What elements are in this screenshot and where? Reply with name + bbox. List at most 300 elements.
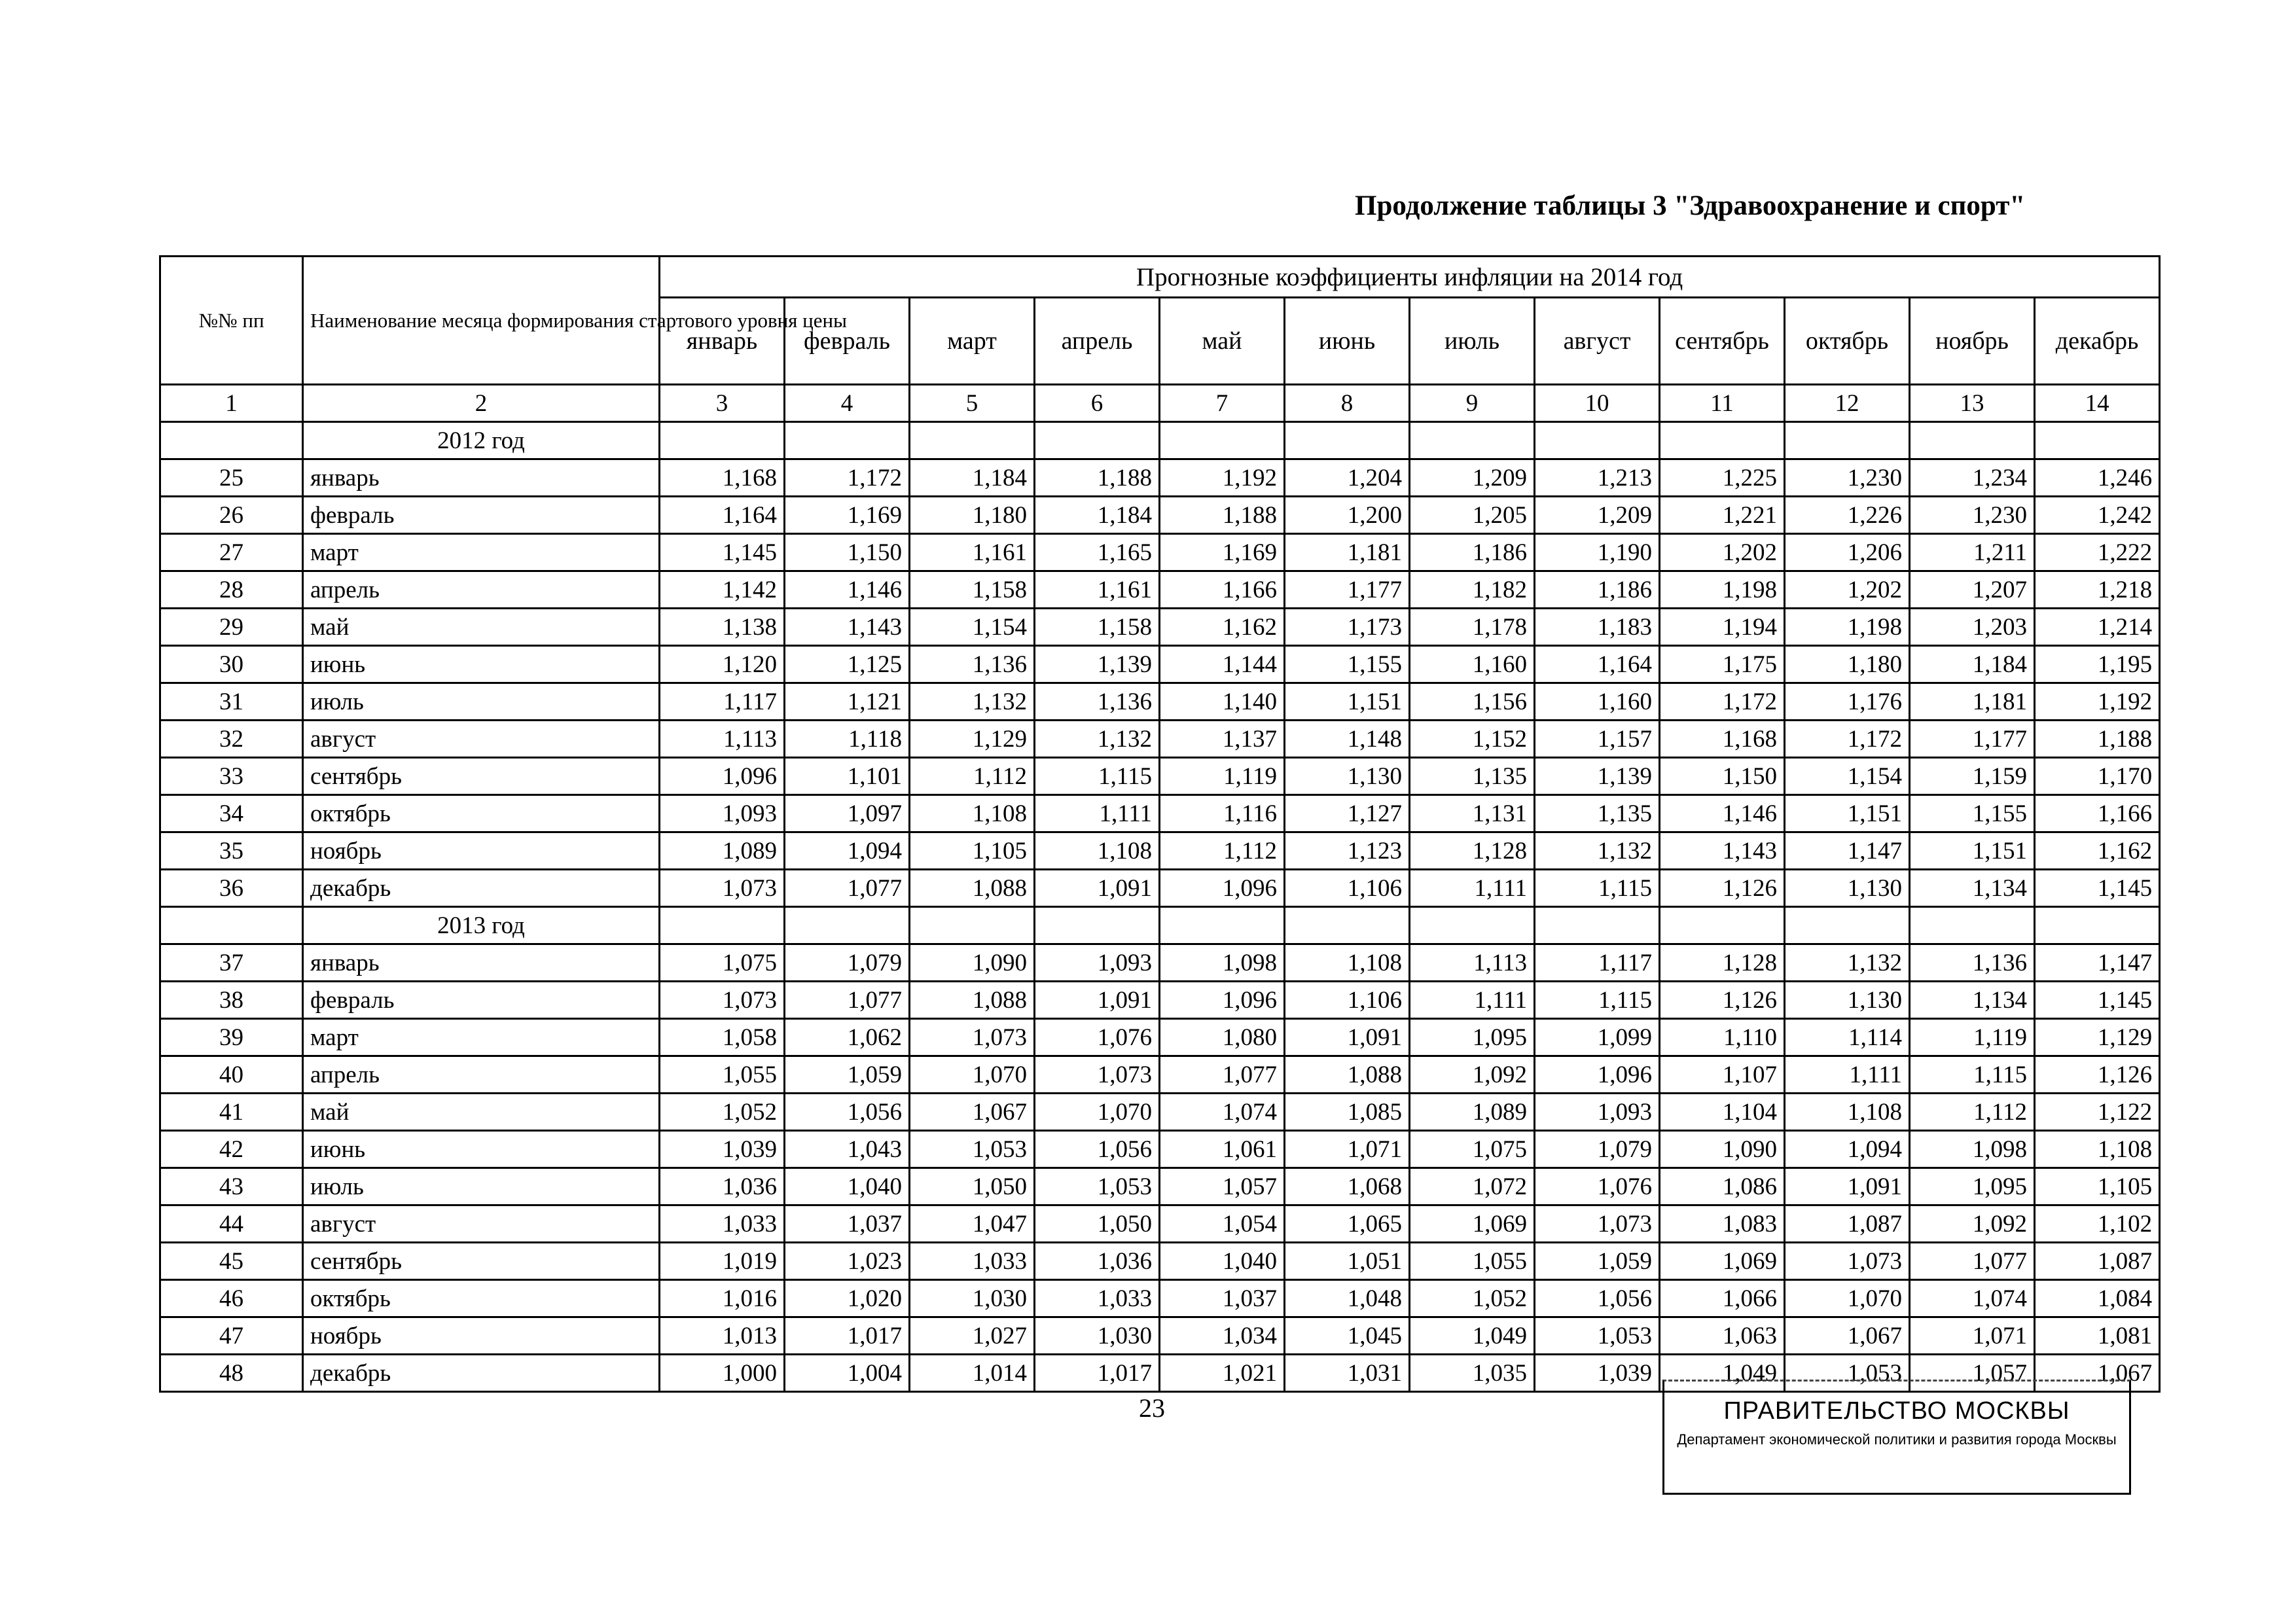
column-number-cell: 2: [303, 385, 660, 422]
row-month-name: сентябрь: [303, 758, 660, 795]
coefficient-cell: 1,052: [660, 1094, 785, 1131]
row-number: 33: [160, 758, 303, 795]
coefficient-cell: 1,147: [1785, 832, 1910, 870]
coefficient-cell: 1,143: [1660, 832, 1785, 870]
col-header-no: №№ пп: [160, 257, 303, 385]
coefficient-cell: 1,039: [1535, 1355, 1660, 1392]
coefficient-cell: 1,115: [1535, 870, 1660, 907]
coefficient-cell: 1,108: [1785, 1094, 1910, 1131]
coefficient-cell: 1,234: [1910, 459, 2035, 497]
coefficient-cell: 1,091: [1285, 1019, 1410, 1056]
row-month-name: март: [303, 1019, 660, 1056]
coefficient-cell: 1,146: [1660, 795, 1785, 832]
table-row: [160, 1205, 2160, 1243]
coefficient-cell: 1,136: [910, 646, 1035, 683]
coefficient-cell: 1,107: [1660, 1056, 1785, 1094]
coefficient-cell: 1,088: [910, 982, 1035, 1019]
coefficient-cell: 1,033: [660, 1205, 785, 1243]
row-month-name: август: [303, 1205, 660, 1243]
coefficient-cell: 1,073: [1035, 1056, 1160, 1094]
row-number: 26: [160, 497, 303, 534]
month-header-cell: октябрь: [1785, 298, 1910, 385]
coefficient-cell: 1,183: [1535, 609, 1660, 646]
coefficient-cell: 1,134: [1910, 982, 2035, 1019]
coefficient-cell: 1,209: [1535, 497, 1660, 534]
row-month-name: март: [303, 534, 660, 571]
row-number: 41: [160, 1094, 303, 1131]
coefficient-cell: 1,160: [1410, 646, 1535, 683]
coefficient-cell: 1,123: [1285, 832, 1410, 870]
coefficient-cell: 1,209: [1410, 459, 1535, 497]
row-month-name: июль: [303, 683, 660, 721]
coefficient-cell: 1,166: [2035, 795, 2160, 832]
coefficient-cell: 1,033: [1035, 1280, 1160, 1317]
coefficient-cell: 1,092: [1410, 1056, 1535, 1094]
coefficient-cell: 1,190: [1535, 534, 1660, 571]
coefficient-cell: 1,130: [1785, 982, 1910, 1019]
coefficient-cell: 1,184: [910, 459, 1035, 497]
table-row: [160, 1019, 2160, 1056]
coefficient-cell: 1,092: [1910, 1205, 2035, 1243]
coefficient-cell: 1,202: [1660, 534, 1785, 571]
table-row: [160, 1168, 2160, 1205]
coefficient-cell: 1,047: [910, 1205, 1035, 1243]
coefficient-cell: 1,096: [1160, 982, 1285, 1019]
coefficient-cell: 1,198: [1660, 571, 1785, 609]
row-number: 46: [160, 1280, 303, 1317]
coefficient-cell: 1,097: [785, 795, 910, 832]
coefficient-cell: 1,151: [1785, 795, 1910, 832]
row-month-name: апрель: [303, 571, 660, 609]
year-row-blank: [1160, 907, 1285, 944]
col-header-month-name: Наименование месяца формирования стартового уровня цены: [303, 257, 660, 385]
coefficient-cell: 1,056: [1535, 1280, 1660, 1317]
coefficient-cell: 1,180: [1785, 646, 1910, 683]
year-row-blank: [1660, 907, 1785, 944]
coefficient-cell: 1,067: [2035, 1355, 2160, 1392]
coefficient-cell: 1,214: [2035, 609, 2160, 646]
coefficient-cell: 1,075: [1410, 1131, 1535, 1168]
coefficient-cell: 1,160: [1535, 683, 1660, 721]
coefficient-cell: 1,119: [1910, 1019, 2035, 1056]
coefficient-cell: 1,101: [785, 758, 910, 795]
coefficient-cell: 1,070: [1035, 1094, 1160, 1131]
coefficient-cell: 1,054: [1160, 1205, 1285, 1243]
year-row-blank: [1410, 422, 1535, 459]
coefficient-cell: 1,000: [660, 1355, 785, 1392]
coefficient-cell: 1,166: [1160, 571, 1285, 609]
coefficient-cell: 1,055: [1410, 1243, 1535, 1280]
coefficient-cell: 1,182: [1410, 571, 1535, 609]
coefficient-cell: 1,070: [910, 1056, 1035, 1094]
page-number: 23: [1139, 1393, 1165, 1423]
coefficient-cell: 1,184: [1035, 497, 1160, 534]
column-numbers-row: [160, 385, 2160, 422]
coefficient-cell: 1,188: [2035, 721, 2160, 758]
year-row-blank: [1410, 907, 1535, 944]
coefficient-cell: 1,222: [2035, 534, 2160, 571]
coefficient-cell: 1,051: [1285, 1243, 1410, 1280]
row-month-name: декабрь: [303, 1355, 660, 1392]
coefficient-cell: 1,147: [2035, 944, 2160, 982]
coefficient-cell: 1,198: [1785, 609, 1910, 646]
coefficient-cell: 1,177: [1285, 571, 1410, 609]
row-month-name: ноябрь: [303, 832, 660, 870]
table-row: [160, 1280, 2160, 1317]
year-row-blank: [160, 907, 303, 944]
coefficient-cell: 1,136: [1035, 683, 1160, 721]
coefficient-cell: 1,077: [785, 870, 910, 907]
coefficient-cell: 1,105: [2035, 1168, 2160, 1205]
coefficient-cell: 1,087: [1785, 1205, 1910, 1243]
table-row: [160, 534, 2160, 571]
coefficient-cell: 1,136: [1910, 944, 2035, 982]
coefficient-cell: 1,056: [785, 1094, 910, 1131]
coefficient-cell: 1,225: [1660, 459, 1785, 497]
coefficient-cell: 1,043: [785, 1131, 910, 1168]
year-label: 2013 год: [303, 907, 660, 944]
table-row: [160, 758, 2160, 795]
coefficient-cell: 1,053: [1035, 1168, 1160, 1205]
coefficient-cell: 1,017: [785, 1317, 910, 1355]
coefficient-cell: 1,204: [1285, 459, 1410, 497]
month-header-cell: апрель: [1035, 298, 1160, 385]
year-row-blank: [910, 907, 1035, 944]
coefficient-cell: 1,165: [1035, 534, 1160, 571]
coefficient-cell: 1,014: [910, 1355, 1035, 1392]
row-number: 37: [160, 944, 303, 982]
coefficient-cell: 1,089: [660, 832, 785, 870]
coefficient-cell: 1,079: [1535, 1131, 1660, 1168]
coefficient-cell: 1,126: [2035, 1056, 2160, 1094]
coefficient-cell: 1,150: [1660, 758, 1785, 795]
coefficient-cell: 1,116: [1160, 795, 1285, 832]
coefficient-cell: 1,202: [1785, 571, 1910, 609]
year-row-blank: [1785, 422, 1910, 459]
coefficient-cell: 1,128: [1410, 832, 1535, 870]
coefficient-cell: 1,168: [1660, 721, 1785, 758]
year-row-blank: [2035, 422, 2160, 459]
coefficient-cell: 1,150: [785, 534, 910, 571]
coefficient-cell: 1,040: [785, 1168, 910, 1205]
coefficient-cell: 1,106: [1285, 982, 1410, 1019]
coefficient-cell: 1,192: [2035, 683, 2160, 721]
coefficient-cell: 1,034: [1160, 1317, 1285, 1355]
coefficient-cell: 1,069: [1660, 1243, 1785, 1280]
row-number: 30: [160, 646, 303, 683]
coefficient-cell: 1,125: [785, 646, 910, 683]
coefficient-cell: 1,045: [1285, 1317, 1410, 1355]
row-number: 34: [160, 795, 303, 832]
coefficient-cell: 1,112: [1160, 832, 1285, 870]
year-row-blank: [910, 422, 1035, 459]
coefficient-cell: 1,036: [1035, 1243, 1160, 1280]
table-row: [160, 1094, 2160, 1131]
year-row-blank: [1535, 422, 1660, 459]
stamp-subtitle: Департамент экономической политики и развития города Москвы: [1677, 1431, 2117, 1448]
coefficient-cell: 1,168: [660, 459, 785, 497]
coefficient-cell: 1,066: [1660, 1280, 1785, 1317]
coefficient-cell: 1,052: [1410, 1280, 1535, 1317]
row-month-name: январь: [303, 944, 660, 982]
coefficient-cell: 1,119: [1160, 758, 1285, 795]
row-month-name: апрель: [303, 1056, 660, 1094]
coefficient-cell: 1,108: [910, 795, 1035, 832]
coefficient-cell: 1,111: [1410, 870, 1535, 907]
coefficient-cell: 1,145: [2035, 870, 2160, 907]
coefficient-cell: 1,218: [2035, 571, 2160, 609]
coefficient-cell: 1,169: [1160, 534, 1285, 571]
coefficient-cell: 1,058: [660, 1019, 785, 1056]
row-number: 39: [160, 1019, 303, 1056]
coefficient-cell: 1,180: [910, 497, 1035, 534]
coefficient-cell: 1,090: [910, 944, 1035, 982]
row-number: 32: [160, 721, 303, 758]
month-header-cell: декабрь: [2035, 298, 2160, 385]
column-number-cell: 11: [1660, 385, 1785, 422]
coefficient-cell: 1,140: [1160, 683, 1285, 721]
coefficient-cell: 1,139: [1035, 646, 1160, 683]
month-header-cell: июнь: [1285, 298, 1410, 385]
coefficient-cell: 1,205: [1410, 497, 1535, 534]
coefficient-cell: 1,093: [660, 795, 785, 832]
coefficient-cell: 1,134: [1910, 870, 2035, 907]
row-month-name: май: [303, 609, 660, 646]
coefficient-cell: 1,095: [1410, 1019, 1535, 1056]
coefficient-cell: 1,059: [1535, 1243, 1660, 1280]
coefficient-cell: 1,207: [1910, 571, 2035, 609]
coefficient-cell: 1,132: [1535, 832, 1660, 870]
coefficient-cell: 1,148: [1285, 721, 1410, 758]
coefficient-cell: 1,173: [1285, 609, 1410, 646]
coefficient-cell: 1,142: [660, 571, 785, 609]
coefficient-cell: 1,158: [910, 571, 1035, 609]
column-number-cell: 9: [1410, 385, 1535, 422]
year-row-blank: [2035, 907, 2160, 944]
month-header-cell: февраль: [785, 298, 910, 385]
coefficient-cell: 1,246: [2035, 459, 2160, 497]
coefficient-cell: 1,030: [1035, 1317, 1160, 1355]
coefficient-cell: 1,091: [1785, 1168, 1910, 1205]
coefficient-cell: 1,016: [660, 1280, 785, 1317]
table-row: [160, 497, 2160, 534]
column-number-cell: 1: [160, 385, 303, 422]
coefficient-cell: 1,156: [1410, 683, 1535, 721]
year-row-blank: [1285, 422, 1410, 459]
coefficient-cell: 1,112: [910, 758, 1035, 795]
month-header-cell: май: [1160, 298, 1285, 385]
coefficient-cell: 1,037: [785, 1205, 910, 1243]
coefficient-cell: 1,130: [1785, 870, 1910, 907]
table-row: [160, 795, 2160, 832]
coefficient-cell: 1,049: [1410, 1317, 1535, 1355]
coefficient-cell: 1,117: [660, 683, 785, 721]
coefficient-cell: 1,085: [1285, 1094, 1410, 1131]
coefficient-cell: 1,084: [2035, 1280, 2160, 1317]
month-header-cell: март: [910, 298, 1035, 385]
column-number-cell: 13: [1910, 385, 2035, 422]
row-month-name: ноябрь: [303, 1317, 660, 1355]
coefficient-cell: 1,226: [1785, 497, 1910, 534]
table-row: [160, 1056, 2160, 1094]
year-row: [160, 422, 2160, 459]
coefficient-cell: 1,114: [1785, 1019, 1910, 1056]
row-month-name: январь: [303, 459, 660, 497]
coefficient-cell: 1,067: [1785, 1317, 1910, 1355]
coefficient-cell: 1,154: [910, 609, 1035, 646]
row-month-name: май: [303, 1094, 660, 1131]
coefficient-cell: 1,108: [2035, 1131, 2160, 1168]
coefficient-cell: 1,055: [660, 1056, 785, 1094]
coefficient-cell: 1,057: [1910, 1355, 2035, 1392]
coefficient-cell: 1,095: [1910, 1168, 2035, 1205]
coefficient-cell: 1,099: [1535, 1019, 1660, 1056]
coefficient-cell: 1,128: [1660, 944, 1785, 982]
coefficient-cell: 1,132: [1785, 944, 1910, 982]
coefficient-cell: 1,213: [1535, 459, 1660, 497]
coefficient-cell: 1,164: [1535, 646, 1660, 683]
coefficient-cell: 1,088: [910, 870, 1035, 907]
row-month-name: июнь: [303, 646, 660, 683]
coefficient-cell: 1,139: [1535, 758, 1660, 795]
column-number-cell: 12: [1785, 385, 1910, 422]
inflation-table: [159, 255, 2161, 1393]
row-number: 27: [160, 534, 303, 571]
table-header: [160, 257, 2160, 385]
year-row-blank: [1035, 422, 1160, 459]
coefficient-cell: 1,021: [1160, 1355, 1285, 1392]
coefficient-cell: 1,073: [1535, 1205, 1660, 1243]
coefficient-cell: 1,135: [1535, 795, 1660, 832]
coefficient-cell: 1,093: [1035, 944, 1160, 982]
column-number-cell: 8: [1285, 385, 1410, 422]
coefficient-cell: 1,091: [1035, 870, 1160, 907]
coefficient-cell: 1,065: [1285, 1205, 1410, 1243]
coefficient-cell: 1,184: [1910, 646, 2035, 683]
year-row-blank: [1660, 422, 1785, 459]
coefficient-cell: 1,151: [1285, 683, 1410, 721]
coefficient-cell: 1,057: [1160, 1168, 1285, 1205]
coefficient-cell: 1,158: [1035, 609, 1160, 646]
coefficient-cell: 1,067: [910, 1094, 1035, 1131]
table-row: [160, 721, 2160, 758]
coefficient-cell: 1,050: [1035, 1205, 1160, 1243]
row-number: 25: [160, 459, 303, 497]
column-number-cell: 5: [910, 385, 1035, 422]
year-row-blank: [1910, 422, 2035, 459]
row-number: 44: [160, 1205, 303, 1243]
coefficient-cell: 1,145: [2035, 982, 2160, 1019]
coefficient-cell: 1,110: [1660, 1019, 1785, 1056]
coefficient-cell: 1,146: [785, 571, 910, 609]
stamp-title: ПРАВИТЕЛЬСТВО МОСКВЫ: [1723, 1397, 2070, 1425]
coefficient-cell: 1,053: [1785, 1355, 1910, 1392]
table-row: [160, 982, 2160, 1019]
year-row: [160, 907, 2160, 944]
coefficient-cell: 1,059: [785, 1056, 910, 1094]
coefficient-cell: 1,069: [1410, 1205, 1535, 1243]
coefficient-cell: 1,088: [1285, 1056, 1410, 1094]
coefficient-cell: 1,111: [1410, 982, 1535, 1019]
coefficient-cell: 1,130: [1285, 758, 1410, 795]
column-number-cell: 4: [785, 385, 910, 422]
row-number: 36: [160, 870, 303, 907]
coefficient-cell: 1,177: [1910, 721, 2035, 758]
coefficient-cell: 1,230: [1910, 497, 2035, 534]
coefficient-cell: 1,137: [1160, 721, 1285, 758]
coefficient-cell: 1,094: [785, 832, 910, 870]
table-row: [160, 683, 2160, 721]
table-body: [160, 385, 2160, 1392]
year-row-blank: [1910, 907, 2035, 944]
coefficient-cell: 1,230: [1785, 459, 1910, 497]
coefficient-cell: 1,039: [660, 1131, 785, 1168]
coefficient-cell: 1,074: [1910, 1280, 2035, 1317]
table-row: [160, 1243, 2160, 1280]
coefficient-cell: 1,221: [1660, 497, 1785, 534]
coefficient-cell: 1,120: [660, 646, 785, 683]
coefficient-cell: 1,073: [1785, 1243, 1910, 1280]
coefficient-cell: 1,063: [1660, 1317, 1785, 1355]
coefficient-cell: 1,113: [1410, 944, 1535, 982]
column-number-cell: 10: [1535, 385, 1660, 422]
coefficient-cell: 1,105: [910, 832, 1035, 870]
coefficient-cell: 1,053: [910, 1131, 1035, 1168]
row-number: 31: [160, 683, 303, 721]
coefficient-cell: 1,073: [660, 982, 785, 1019]
coefficient-cell: 1,195: [2035, 646, 2160, 683]
coefficient-cell: 1,070: [1785, 1280, 1910, 1317]
year-label: 2012 год: [303, 422, 660, 459]
coefficient-cell: 1,040: [1160, 1243, 1285, 1280]
year-row-blank: [1535, 907, 1660, 944]
coefficient-cell: 1,172: [785, 459, 910, 497]
row-month-name: сентябрь: [303, 1243, 660, 1280]
coefficient-cell: 1,056: [1035, 1131, 1160, 1168]
coefficient-cell: 1,178: [1410, 609, 1535, 646]
coefficient-cell: 1,094: [1785, 1131, 1910, 1168]
month-header-cell: июль: [1410, 298, 1535, 385]
coefficient-cell: 1,132: [1035, 721, 1160, 758]
coefficient-cell: 1,117: [1535, 944, 1660, 982]
coefficient-cell: 1,019: [660, 1243, 785, 1280]
column-number-cell: 7: [1160, 385, 1285, 422]
coefficient-cell: 1,037: [1160, 1280, 1285, 1317]
coefficient-cell: 1,096: [660, 758, 785, 795]
coefficient-cell: 1,077: [1160, 1056, 1285, 1094]
coefficient-cell: 1,155: [1285, 646, 1410, 683]
coefficient-cell: 1,030: [910, 1280, 1035, 1317]
coefficient-cell: 1,154: [1785, 758, 1910, 795]
coefficient-cell: 1,089: [1410, 1094, 1535, 1131]
month-header-cell: январь: [660, 298, 785, 385]
coefficient-cell: 1,086: [1660, 1168, 1785, 1205]
coefficient-cell: 1,108: [1035, 832, 1160, 870]
coefficient-cell: 1,113: [660, 721, 785, 758]
table-row: [160, 609, 2160, 646]
year-row-blank: [1035, 907, 1160, 944]
month-header-cell: ноябрь: [1910, 298, 2035, 385]
row-month-name: февраль: [303, 982, 660, 1019]
year-row-blank: [660, 422, 785, 459]
coefficient-cell: 1,073: [660, 870, 785, 907]
coefficient-cell: 1,102: [2035, 1205, 2160, 1243]
coefficient-cell: 1,048: [1285, 1280, 1410, 1317]
coefficient-cell: 1,145: [660, 534, 785, 571]
coefficient-cell: 1,188: [1035, 459, 1160, 497]
row-month-name: февраль: [303, 497, 660, 534]
coefficient-cell: 1,053: [1535, 1317, 1660, 1355]
